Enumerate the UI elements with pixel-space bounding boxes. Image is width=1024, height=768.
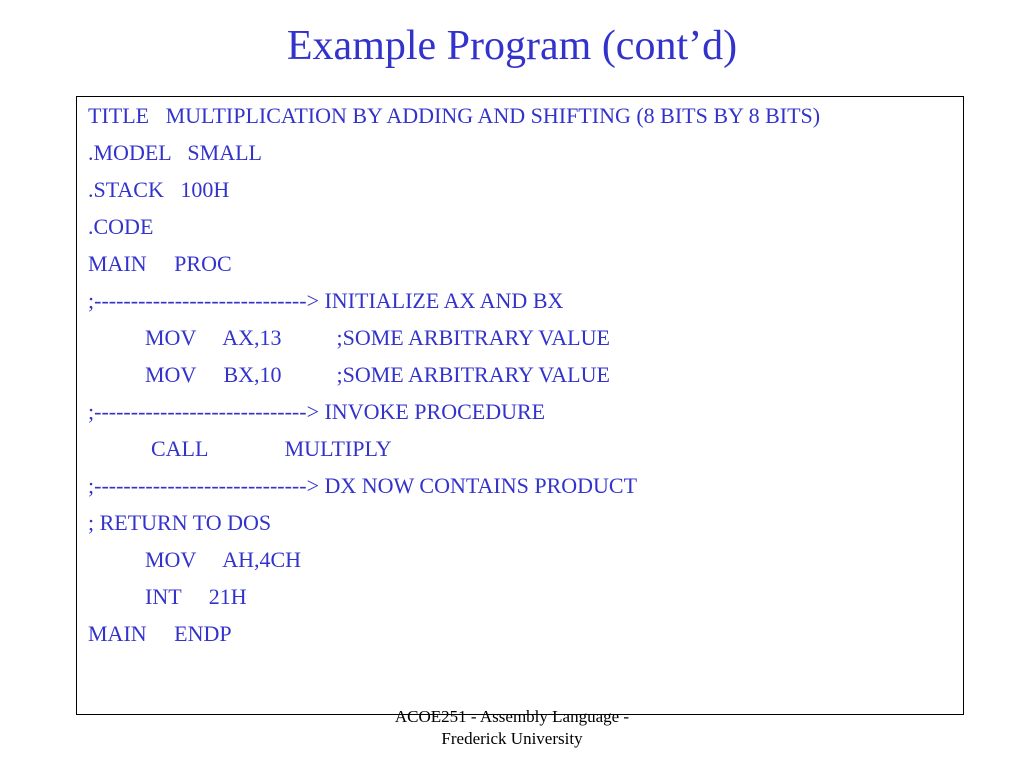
code-line-mov-ah: MOV AH,4CH bbox=[145, 547, 302, 572]
code-line-comment-initialize: ;-----------------------------> INITIALIZE AX AND BX bbox=[88, 288, 564, 313]
code-line-comment-product: ;-----------------------------> DX NOW CONTAINS PRODUCT bbox=[88, 473, 638, 498]
footer-course-line: ACOE251 - Assembly Language - bbox=[394, 707, 630, 726]
code-line-stack: .STACK 100H bbox=[88, 177, 230, 202]
code-line-main-endp: MAIN ENDP bbox=[88, 621, 232, 646]
code-line-mov-ax: MOV AX,13 ;SOME ARBITRARY VALUE bbox=[145, 325, 610, 350]
code-line-comment-return: ; RETURN TO DOS bbox=[88, 510, 272, 535]
code-listing-box bbox=[76, 96, 964, 715]
code-line-int-21h: INT 21H bbox=[145, 584, 247, 609]
code-line-mov-bx: MOV BX,10 ;SOME ARBITRARY VALUE bbox=[145, 362, 610, 387]
code-line-comment-invoke: ;-----------------------------> INVOKE PROCEDURE bbox=[88, 399, 546, 424]
code-line-call-multiply: CALL MULTIPLY bbox=[151, 436, 392, 461]
code-line-model: .MODEL SMALL bbox=[88, 140, 262, 165]
code-line-main-proc: MAIN PROC bbox=[88, 251, 232, 276]
code-line-code: .CODE bbox=[88, 214, 154, 239]
slide-footer bbox=[340, 706, 684, 750]
code-line-title: TITLE MULTIPLICATION BY ADDING AND SHIFTING (8 BITS BY 8 BITS) bbox=[88, 103, 821, 128]
slide-title: Example Program (cont’d) bbox=[286, 23, 738, 69]
footer-university-line: Frederick University bbox=[441, 729, 583, 748]
